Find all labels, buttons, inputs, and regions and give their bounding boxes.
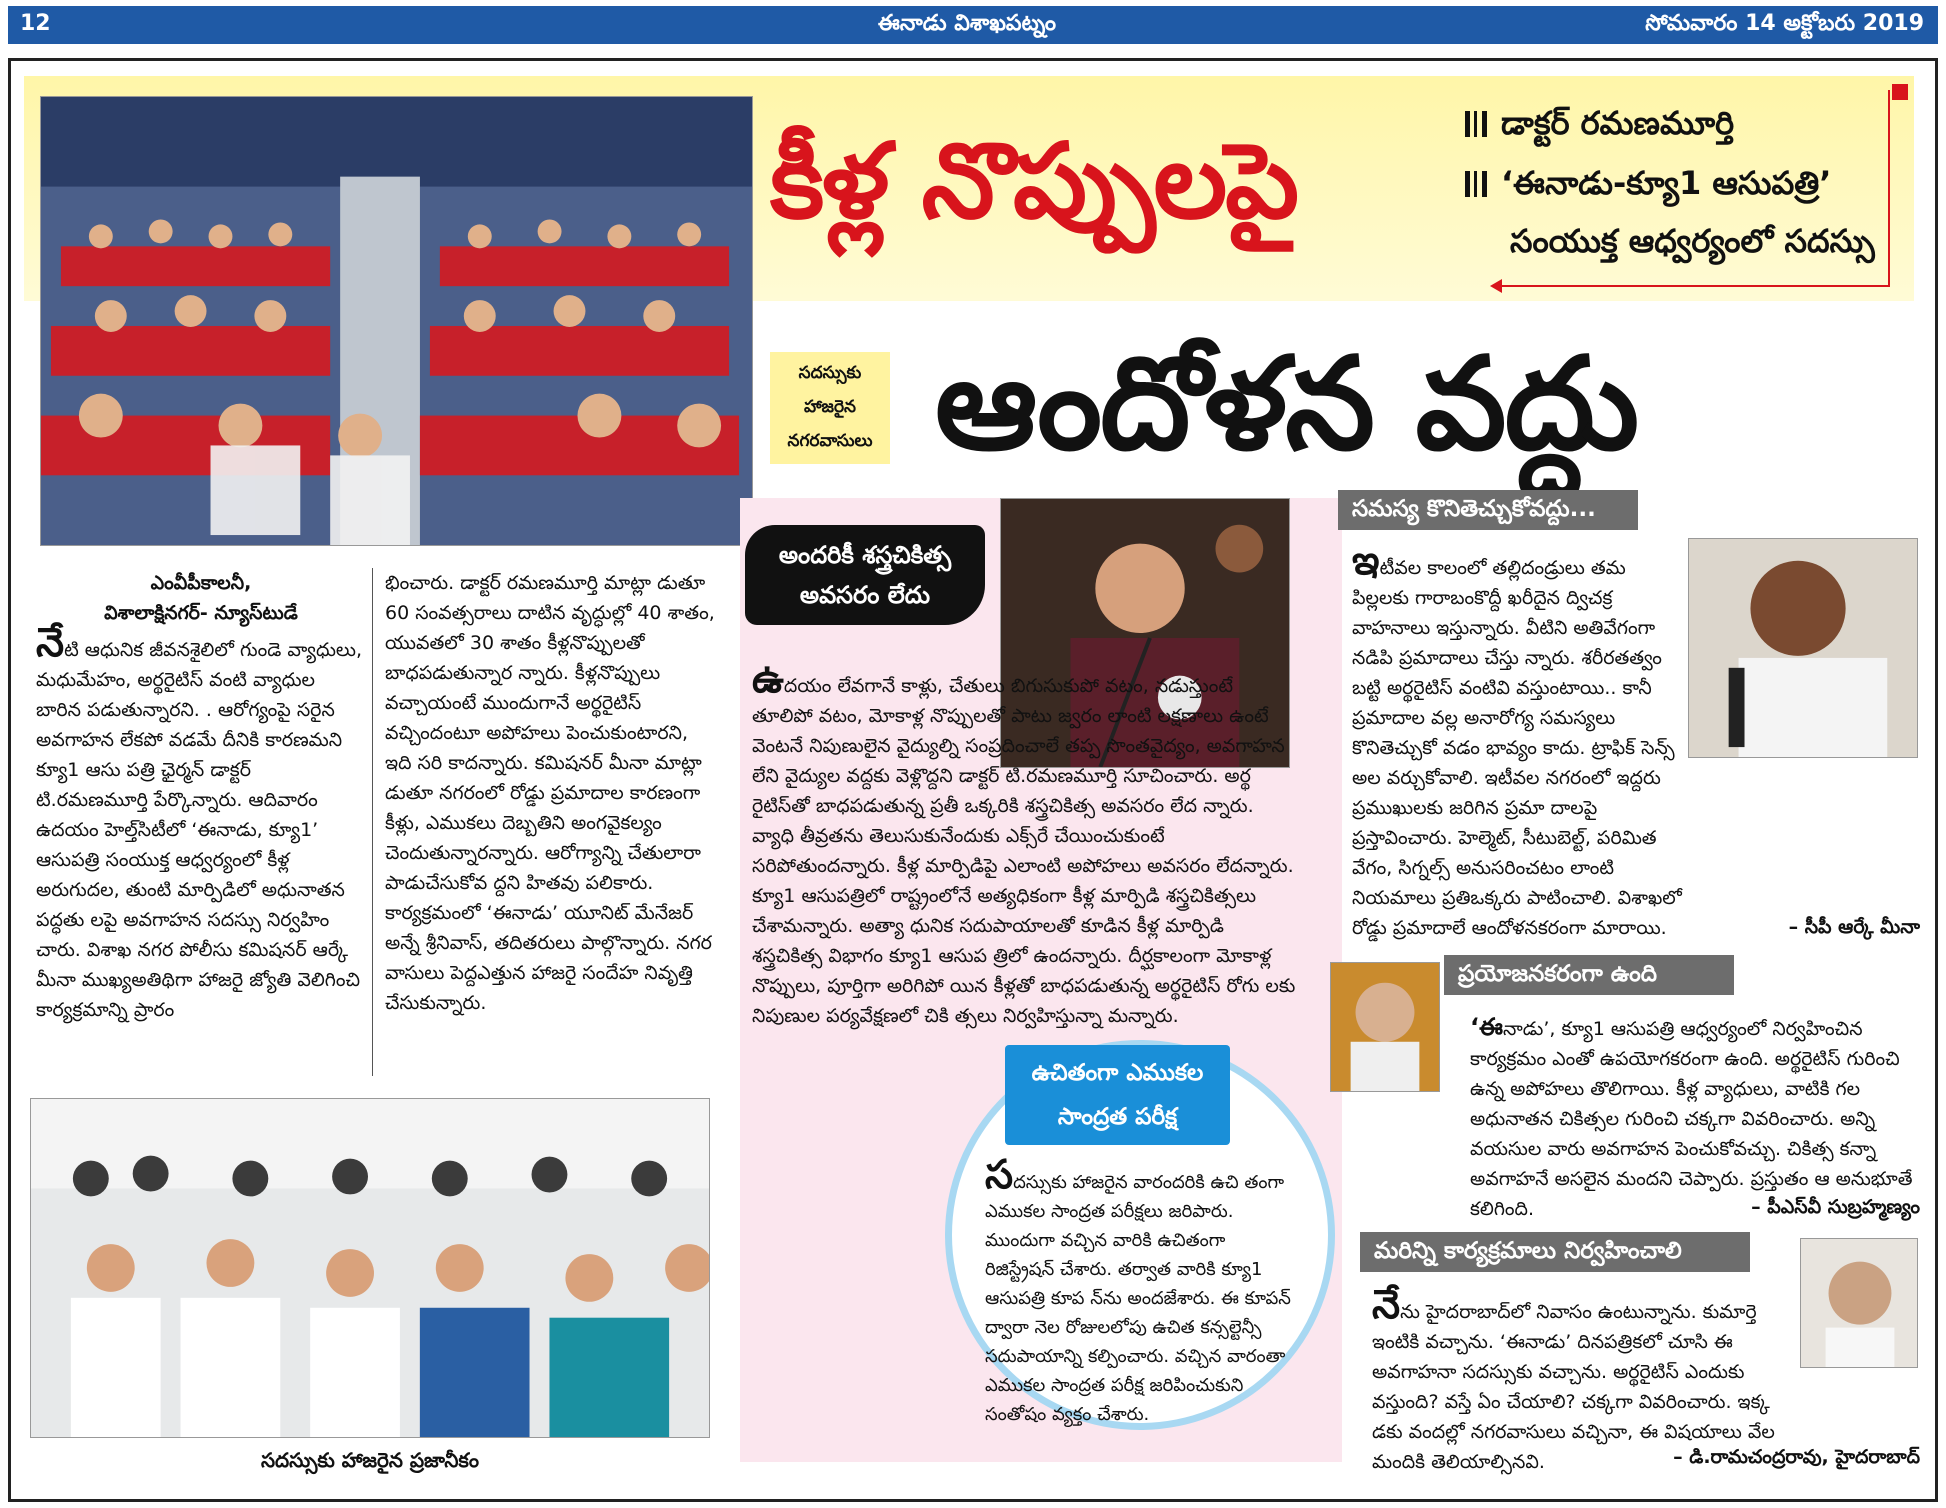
deck-item-1: డాక్టర్‌ రమణమూర్తి [1465, 104, 1734, 150]
issue-date: సోమవారం 14 అక్టోబరు 2019 [1645, 11, 1924, 36]
main-story-col-2 [385, 568, 715, 1018]
masthead-bar [8, 6, 1938, 44]
side-story-banner: అందరికీ శస్త్రచికిత్స అవసరం లేదు [745, 525, 985, 625]
opinion-3-signature: – డి.రామచంద్రరావు, హైదరాబాద్‌ [1673, 1446, 1920, 1468]
dropcap: ‘ఈ [1470, 1013, 1503, 1041]
body-text: నాడు’, క్యూ1 ఆసుపత్రి ఆధ్వర్యంలో నిర్వహించిన కార్యక్రమం ఎంతో ఉపయోగకరంగా ఉంది. అర్థరైటిస్‌ గురించి ఉన్న అపోహలు తొలిగాయి. కీళ్ల వ్యాధులు, వాటికి గల అధునాతన చికిత్సల గురించి చక్కగా వివరించారు. అన్ని వయసుల వారు అవగాహన పెంచుకోవచ్చు. చికిత్స కన్నా అవగాహనే అసలైన మందని చెప్పారు. ప్రస్తుతం ఆ అనుభూతే కలిగింది. [1470, 1018, 1913, 1220]
ramachandra-rao-photo [1800, 1238, 1918, 1368]
dropcap: స [985, 1152, 1014, 1198]
dropcap: ఇ [1352, 538, 1380, 584]
bullet-icon [1465, 171, 1487, 197]
opinion-1-signature: – సీపీ ఆర్కే మీనా [1788, 916, 1920, 938]
body-text: దయం లేవగానే కాళ్లు, చేతులు బిగుసుకుపో వటం, నడుస్తుంటే తూలిపో వటం, మోకాళ్ల నొప్పులతో పాటు జ్వరం లాంటి లక్షణాలు ఉంటే వెంటనే నిపుణులైన వైద్యుల్ని సంప్రదించాలే తప్ప సొంతవైద్యం, అవగాహన లేని వైద్యుల వద్దకు వెళ్లొద్దని డాక్టర్‌ టి.రమణమూర్తి సూచించారు. అర్థ రైటిస్‌తో బాధపడుతున్న ప్రతీ ఒక్కరికి శస్త్రచికిత్స అవసరం లేద న్నారు. వ్యాధి తీవ్రతను తెలుసుకునేందుకు ఎక్స్‌రే చేయించుకుంటే సరిపోతుందన్నారు. కీళ్ల మార్పిడిపై ఎలాంటి అపోహలు అవసరం లేదన్నారు. క్యూ1 ఆసుపత్రిలో రాష్ట్రంలోనే అత్యధికంగా కీళ్ల మార్పిడి శస్త్రచికిత్సలు చేశామన్నారు. అత్యా ధునిక సదుపాయాలతో కూడిన కీళ్ల మార్పిడి శస్త్రచికిత్స విభాగం క్యూ1 ఆసుప త్రిలో ఉందన్నారు. దీర్ఘకాలంగా మోకాళ్ల నొప్పులు, పూర్తిగా అరిగిపో యిన కీళ్లతో బాధపడుతున్న అర్థరైటిస్‌ రోగు లకు నిపుణుల పర్యవేక్షణలో చికి త్సలు నిర్వహిస్తున్నా మన్నారు. [752, 675, 1296, 1027]
headline-line-2: ఆందోళన వద్దు [935, 330, 1638, 479]
opinion-heading-1: సమస్య కొనితెచ్చుకోవద్దు... [1338, 490, 1638, 530]
body-text: టి ఆధునిక జీవనశైలిలో గుండె వ్యాధులు, మధుమేహం, అర్థరైటిస్‌ వంటి వ్యాధుల బారిన పడుతున్నారని. . ఆరోగ్యంపై సరైన అవగాహన లేకపో వడమే దీనికి కారణమని క్యూ1 ఆసు పత్రి ఛైర్మన్‌ డాక్టర్‌ టి.రమణమూర్తి పేర్కొన్నారు. ఆదివారం ఉదయం హెల్త్‌సిటీలో ‘ఈనాడు, క్యూ1’ ఆసుపత్రి సంయుక్త ఆధ్వర్యంలో కీళ్ల అరుగుదల, తుంటి మార్పిడిలో అధునాతన పద్ధతు లపై అవగాహన సదస్సు నిర్వహిం చారు. విశాఖ నగర పోలీసు కమిషనర్‌ ఆర్కే మీనా ముఖ్యఅతిథిగా హాజరై జ్యోతి వెలిగించి కార్యక్రమాన్ని ప్రారం [36, 639, 363, 1021]
opinion-heading-3: మరిన్ని కార్యక్రమాలు నిర్వహించాలి [1360, 1232, 1750, 1272]
dropcap: నే [1372, 1282, 1401, 1328]
arrow-icon [1500, 285, 1890, 287]
arrow-line [1888, 90, 1890, 287]
opinion-2-signature: – పీఎస్‌వీ సుబ్రహ్మణ్యం [1751, 1196, 1920, 1218]
photo-label-box: సదస్సుకు హాజరైన నగరవాసులు [770, 352, 890, 464]
bullet-icon [1465, 111, 1487, 137]
subrahmanyam-photo [1330, 962, 1440, 1092]
main-story-col-1 [36, 568, 366, 1025]
opinion-heading-2: ప్రయోజనకరంగా ఉంది [1444, 955, 1734, 995]
commissioner-photo [1688, 538, 1918, 758]
deck-item-3: సంయుక్త ఆధ్వర్యంలో సదస్సు [1510, 222, 1875, 260]
dropcap: ఉ [752, 656, 784, 702]
audience-photo-top [40, 96, 753, 546]
audience-photo-bottom [30, 1098, 710, 1438]
bone-density-text [985, 1152, 1295, 1429]
publication-name: ఈనాడు విశాఖపట్నం [878, 11, 1057, 36]
page-number: 12 [20, 11, 51, 36]
dropcap: నే [36, 620, 65, 666]
body-text: ను హైదరాబాద్‌లో నివాసం ఉంటున్నాను. కుమార్తె ఇంటికి వచ్చాను. ‘ఈనాడు’ దినపత్రికలో చూసి ఈ అవగాహనా సదస్సుకు వచ్చాను. అర్థరైటిస్‌ ఎందుకు వస్తుంది? వస్తే ఏం చేయాలి? చక్కగా వివరించారు. ఇక్క డకు వందల్లో నగరవాసులు వచ్చినా, ఈ విషయాలు వేల మందికి తెలియాల్సినవి. [1372, 1301, 1775, 1473]
headline-line-1: కీళ్ల నొప్పులపై [770, 120, 1298, 242]
opinion-1-text [1352, 538, 1682, 943]
side-story-text [752, 656, 1297, 1031]
dateline-2: విశాలాక్షినగర్‌- న్యూస్‌టుడే [104, 602, 298, 624]
photo-caption: సదస్సుకు హాజరైన ప్రజానీకం [261, 1448, 479, 1472]
dateline-1: ఎంవీపీకాలనీ, [150, 572, 252, 594]
body-text: టీవల కాలంలో తల్లిదండ్రులు తమ పిల్లలకు గారాబంకొద్దీ ఖరీదైన ద్విచక్ర వాహనాలు ఇస్తున్నారు. వీటిని అతివేగంగా నడిపి ప్రమాదాలు చేస్తు న్నారు. శరీరతత్వం బట్టి అర్థరైటిస్‌ వంటివి వస్తుంటాయి.. కానీ ప్రమాదాల వల్ల అనారోగ్య సమస్యలు కొనితెచ్చుకో వడం భావ్యం కాదు. ట్రాఫిక్‌ సెన్స్‌ అల వర్చుకోవాలి. ఇటీవల నగరంలో ఇద్దరు ప్రముఖులకు జరిగిన ప్రమా దాలపై ప్రస్తావించారు. హెల్మెట్‌, సీటుబెల్ట్‌, పరిమిత వేగం, సిగ్నల్స్‌ అనుసరించటం లాంటి నియమాలు ప్రతిఒక్కరు పాటించాలి. విశాఖలో రోడ్డు ప్రమాదాలే ఆందోళనకరంగా మారాయి. [1352, 557, 1682, 939]
column-rule [372, 568, 373, 1076]
body-text: దస్సుకు హాజరైన వారందరికి ఉచి తంగా ఎముకల సాంద్రత పరీక్షలు జరిపారు. ముందుగా వచ్చిన వారికి ఉచితంగా రిజిస్ట్రేషన్‌ చేశారు. తర్వాత వారికి క్యూ1 ఆసుపత్రి కూప న్‌ను అందజేశారు. ఈ కూపన్‌ ద్వారా నెల రోజులలోపు ఉచిత కన్సల్టెన్సీ సదుపాయాన్ని కల్పించారు. వచ్చిన వారంతా ఎముకల సాంద్రత పరీక్ష జరిపించుకుని సంతోషం వ్యక్తం చేశారు. [985, 1172, 1291, 1425]
red-marker [1892, 84, 1908, 100]
deck-item-2: ‘ఈనాడు-క్యూ1 ఆసుపత్రి’ [1465, 164, 1831, 210]
body-text: భించారు. డాక్టర్‌ రమణమూర్తి మాట్లా డుతూ 60 సంవత్సరాలు దాటిన వృద్ధుల్లో 40 శాతం, యువతలో 30 శాతం కీళ్లనొప్పులతో బాధపడుతున్నార న్నారు. కీళ్లనొప్పులు వచ్చాయంటే ముందుగానే అర్థరైటిస్‌ వచ్చిందంటూ అపోహలు పెంచుకుంటారని, ఇది సరి కాదన్నారు. కమిషనర్‌ మీనా మాట్లా డుతూ నగరంలో రోడ్డు ప్రమాదాల కారణంగా కీళ్లు, ఎముకలు దెబ్బతిని అంగవైకల్యం చెందుతున్నారన్నారు. ఆరోగ్యాన్ని చేతులారా పాడుచేసుకోవ ద్దని హితవు పలికారు. కార్యక్రమంలో ‘ఈనాడు’ యూనిట్‌ మేనేజర్‌ అన్నే శ్రీనివాస్‌, తదితరులు పాల్గొన్నారు. నగర వాసులు పెద్దఎత్తున హాజరై సందేహ నివృత్తి చేసుకున్నారు. [385, 572, 715, 1014]
bone-density-tag: ఉచితంగా ఎముకల సాంద్రత పరీక్ష [1005, 1045, 1230, 1145]
